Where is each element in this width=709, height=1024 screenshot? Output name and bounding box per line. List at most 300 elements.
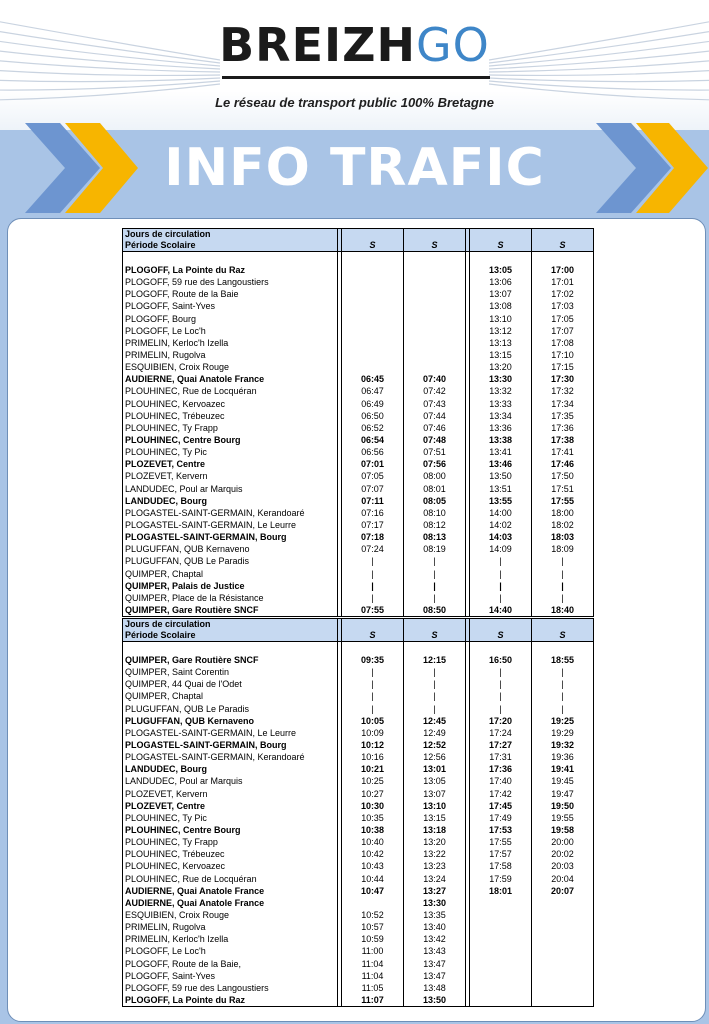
departure-time: | bbox=[470, 666, 532, 678]
departure-time bbox=[532, 958, 594, 970]
stop-name: QUIMPER, 44 Quai de l'Odet bbox=[123, 678, 338, 690]
timetable-return bbox=[122, 618, 594, 1007]
table-row bbox=[123, 483, 594, 495]
departure-time: 13:27 bbox=[404, 885, 466, 897]
departure-time: 17:20 bbox=[470, 715, 532, 727]
departure-time: 13:38 bbox=[470, 434, 532, 446]
departure-time: 07:48 bbox=[404, 434, 466, 446]
departure-time: 17:36 bbox=[532, 422, 594, 434]
table-row bbox=[123, 276, 594, 288]
stop-name: QUIMPER, Chaptal bbox=[123, 568, 338, 580]
header-line-2: Période Scolaire bbox=[125, 630, 196, 640]
departure-time: 06:54 bbox=[342, 434, 404, 446]
stop-name: PLOGASTEL-SAINT-GERMAIN, Bourg bbox=[123, 531, 338, 543]
departure-time: 19:32 bbox=[532, 739, 594, 751]
departure-time: 11:00 bbox=[342, 945, 404, 957]
table-row bbox=[123, 264, 594, 276]
departure-time: 19:41 bbox=[532, 763, 594, 775]
departure-time: 10:52 bbox=[342, 909, 404, 921]
departure-time: 07:07 bbox=[342, 483, 404, 495]
departure-time: 13:10 bbox=[404, 800, 466, 812]
day-col-1: S bbox=[342, 619, 404, 642]
table-row bbox=[123, 945, 594, 957]
departure-time: 20:03 bbox=[532, 860, 594, 872]
departure-time: 13:41 bbox=[470, 446, 532, 458]
departure-time: 13:12 bbox=[470, 325, 532, 337]
table-row bbox=[123, 727, 594, 739]
departure-time: | bbox=[404, 568, 466, 580]
departure-time: | bbox=[404, 592, 466, 604]
stop-name: PLUGUFFAN, QUB Le Paradis bbox=[123, 703, 338, 715]
departure-time: 13:47 bbox=[404, 970, 466, 982]
day-col-1: S bbox=[342, 229, 404, 252]
departure-time: 18:40 bbox=[532, 604, 594, 617]
table-row bbox=[123, 568, 594, 580]
departure-time: 13:30 bbox=[404, 897, 466, 909]
departure-time: 17:55 bbox=[532, 495, 594, 507]
departure-time bbox=[342, 276, 404, 288]
departure-time bbox=[532, 897, 594, 909]
table-row bbox=[123, 824, 594, 836]
stop-name: LANDUDEC, Bourg bbox=[123, 495, 338, 507]
departure-time: 17:07 bbox=[532, 325, 594, 337]
departure-time: 06:47 bbox=[342, 385, 404, 397]
table-row bbox=[123, 933, 594, 945]
departure-time bbox=[342, 300, 404, 312]
departure-time: 13:01 bbox=[404, 763, 466, 775]
table-row bbox=[123, 349, 594, 361]
departure-time: | bbox=[470, 555, 532, 567]
departure-time: 14:03 bbox=[470, 531, 532, 543]
table-row bbox=[123, 812, 594, 824]
day-col-3: S bbox=[470, 619, 532, 642]
departure-time: 06:49 bbox=[342, 398, 404, 410]
table-row bbox=[123, 739, 594, 751]
departure-time: 18:03 bbox=[532, 531, 594, 543]
departure-time bbox=[404, 276, 466, 288]
table-row bbox=[123, 398, 594, 410]
header-label bbox=[123, 229, 338, 252]
departure-time: 18:09 bbox=[532, 543, 594, 555]
departure-time: 17:02 bbox=[532, 288, 594, 300]
departure-time: | bbox=[342, 592, 404, 604]
stop-name: QUIMPER, Place de la Résistance bbox=[123, 592, 338, 604]
departure-time: 17:24 bbox=[470, 727, 532, 739]
departure-time: 10:43 bbox=[342, 860, 404, 872]
table-row bbox=[123, 373, 594, 385]
departure-time: | bbox=[470, 678, 532, 690]
departure-time: 10:35 bbox=[342, 812, 404, 824]
stop-name: PLOGOFF, Le Loc'h bbox=[123, 945, 338, 957]
departure-time: 12:56 bbox=[404, 751, 466, 763]
departure-time bbox=[404, 349, 466, 361]
departure-time: 10:38 bbox=[342, 824, 404, 836]
departure-time: 08:12 bbox=[404, 519, 466, 531]
departure-time: 17:30 bbox=[532, 373, 594, 385]
departure-time: 19:25 bbox=[532, 715, 594, 727]
stop-name: AUDIERNE, Quai Anatole France bbox=[123, 897, 338, 909]
header-line-2: Période Scolaire bbox=[125, 240, 196, 250]
departure-time: 17:50 bbox=[532, 470, 594, 482]
table-row bbox=[123, 921, 594, 933]
table-row bbox=[123, 519, 594, 531]
table-header-row bbox=[123, 619, 594, 642]
departure-time: 13:36 bbox=[470, 422, 532, 434]
table-row bbox=[123, 897, 594, 909]
table-row bbox=[123, 507, 594, 519]
stop-name: PLUGUFFAN, QUB Le Paradis bbox=[123, 555, 338, 567]
departure-time: 17:42 bbox=[470, 788, 532, 800]
departure-time: 13:40 bbox=[404, 921, 466, 933]
departure-time: 13:15 bbox=[470, 349, 532, 361]
departure-time: 17:32 bbox=[532, 385, 594, 397]
table-row bbox=[123, 470, 594, 482]
logo-main: BREIZH bbox=[219, 18, 416, 72]
table-row bbox=[123, 909, 594, 921]
departure-time: 11:04 bbox=[342, 958, 404, 970]
table-row bbox=[123, 361, 594, 373]
departure-time: 12:49 bbox=[404, 727, 466, 739]
departure-time: 18:02 bbox=[532, 519, 594, 531]
departure-time: 13:06 bbox=[470, 276, 532, 288]
stop-name: PLOUHINEC, Ty Pic bbox=[123, 812, 338, 824]
table-row bbox=[123, 434, 594, 446]
table-row bbox=[123, 555, 594, 567]
departure-time bbox=[342, 264, 404, 276]
table-row bbox=[123, 982, 594, 994]
departure-time: 19:47 bbox=[532, 788, 594, 800]
stop-name: ESQUIBIEN, Croix Rouge bbox=[123, 361, 338, 373]
departure-time: 10:25 bbox=[342, 775, 404, 787]
departure-time: 13:43 bbox=[404, 945, 466, 957]
stop-name: PLOGOFF, La Pointe du Raz bbox=[123, 264, 338, 276]
departure-time: 17:45 bbox=[470, 800, 532, 812]
table-row bbox=[123, 800, 594, 812]
departure-time: 07:42 bbox=[404, 385, 466, 397]
departure-time: | bbox=[404, 690, 466, 702]
stop-name: LANDUDEC, Bourg bbox=[123, 763, 338, 775]
departure-time: 17:36 bbox=[470, 763, 532, 775]
departure-time: 14:00 bbox=[470, 507, 532, 519]
departure-time: 13:50 bbox=[404, 994, 466, 1007]
stop-name: PLOUHINEC, Ty Frapp bbox=[123, 422, 338, 434]
departure-time: 13:10 bbox=[470, 313, 532, 325]
departure-time: 07:01 bbox=[342, 458, 404, 470]
stop-name: PLOZEVET, Kervern bbox=[123, 470, 338, 482]
departure-time: 11:04 bbox=[342, 970, 404, 982]
stop-name: PLOUHINEC, Trébeuzec bbox=[123, 848, 338, 860]
stop-name: QUIMPER, Palais de Justice bbox=[123, 580, 338, 592]
departure-time: 12:45 bbox=[404, 715, 466, 727]
timetable-return-body bbox=[123, 619, 594, 1007]
stop-name: LANDUDEC, Poul ar Marquis bbox=[123, 775, 338, 787]
table-header-row bbox=[123, 229, 594, 252]
departure-time: | bbox=[342, 666, 404, 678]
departure-time: 19:55 bbox=[532, 812, 594, 824]
departure-time: 19:36 bbox=[532, 751, 594, 763]
day-col-4: S bbox=[532, 229, 594, 252]
table-row bbox=[123, 495, 594, 507]
table-row bbox=[123, 300, 594, 312]
departure-time: | bbox=[532, 666, 594, 678]
banner-title: INFO TRAFIC bbox=[164, 138, 545, 198]
departure-time: 10:16 bbox=[342, 751, 404, 763]
departure-time bbox=[404, 337, 466, 349]
stop-name: PRIMELIN, Kerloc'h Izella bbox=[123, 337, 338, 349]
departure-time: 17:51 bbox=[532, 483, 594, 495]
table-row bbox=[123, 715, 594, 727]
departure-time: 17:31 bbox=[470, 751, 532, 763]
departure-time: 13:22 bbox=[404, 848, 466, 860]
table-row bbox=[123, 873, 594, 885]
departure-time bbox=[342, 349, 404, 361]
departure-time bbox=[404, 325, 466, 337]
stop-name: PLOGOFF, Saint-Yves bbox=[123, 300, 338, 312]
departure-time: | bbox=[404, 703, 466, 715]
table-row bbox=[123, 531, 594, 543]
departure-time bbox=[404, 288, 466, 300]
logo-underline bbox=[222, 76, 490, 79]
departure-time: 07:11 bbox=[342, 495, 404, 507]
departure-time bbox=[404, 264, 466, 276]
departure-time bbox=[532, 970, 594, 982]
stop-name: PLOUHINEC, Rue de Locquéran bbox=[123, 385, 338, 397]
departure-time bbox=[532, 921, 594, 933]
departure-time: 11:05 bbox=[342, 982, 404, 994]
departure-time: 13:05 bbox=[404, 775, 466, 787]
departure-time bbox=[470, 909, 532, 921]
departure-time: 10:42 bbox=[342, 848, 404, 860]
stop-name: PLOGOFF, Le Loc'h bbox=[123, 325, 338, 337]
departure-time: 13:08 bbox=[470, 300, 532, 312]
table-row bbox=[123, 446, 594, 458]
departure-time: | bbox=[470, 690, 532, 702]
departure-time: 13:18 bbox=[404, 824, 466, 836]
departure-time: 08:05 bbox=[404, 495, 466, 507]
departure-time: 13:55 bbox=[470, 495, 532, 507]
day-col-3: S bbox=[470, 229, 532, 252]
stop-name: PLOZEVET, Centre bbox=[123, 458, 338, 470]
departure-time: 13:20 bbox=[470, 361, 532, 373]
departure-time: 17:58 bbox=[470, 860, 532, 872]
departure-time: 13:34 bbox=[470, 410, 532, 422]
stop-name: PLOGOFF, 59 rue des Langoustiers bbox=[123, 276, 338, 288]
departure-time: 17:35 bbox=[532, 410, 594, 422]
departure-time: | bbox=[470, 703, 532, 715]
departure-time: 17:10 bbox=[532, 349, 594, 361]
departure-time: 11:07 bbox=[342, 994, 404, 1007]
departure-time: 13:24 bbox=[404, 873, 466, 885]
stop-name: PLUGUFFAN, QUB Kernaveno bbox=[123, 543, 338, 555]
departure-time: | bbox=[470, 568, 532, 580]
departure-time: 17:53 bbox=[470, 824, 532, 836]
departure-time: 17:41 bbox=[532, 446, 594, 458]
departure-time bbox=[532, 909, 594, 921]
timetable-outbound-body bbox=[123, 229, 594, 617]
stop-name: PRIMELIN, Rugolva bbox=[123, 349, 338, 361]
departure-time bbox=[342, 288, 404, 300]
departure-time: | bbox=[342, 580, 404, 592]
departure-time bbox=[342, 337, 404, 349]
departure-time: 18:01 bbox=[470, 885, 532, 897]
table-row bbox=[123, 410, 594, 422]
departure-time: 08:00 bbox=[404, 470, 466, 482]
stop-name: PLOZEVET, Centre bbox=[123, 800, 338, 812]
departure-time: 16:50 bbox=[470, 654, 532, 666]
table-row bbox=[123, 690, 594, 702]
stop-name: ESQUIBIEN, Croix Rouge bbox=[123, 909, 338, 921]
departure-time: 17:27 bbox=[470, 739, 532, 751]
departure-time: | bbox=[404, 580, 466, 592]
stop-name: AUDIERNE, Quai Anatole France bbox=[123, 373, 338, 385]
stop-name: PLOGOFF, Bourg bbox=[123, 313, 338, 325]
departure-time bbox=[342, 897, 404, 909]
table-row bbox=[123, 337, 594, 349]
departure-time: 10:57 bbox=[342, 921, 404, 933]
departure-time: 07:55 bbox=[342, 604, 404, 617]
departure-time: 13:42 bbox=[404, 933, 466, 945]
departure-time: | bbox=[532, 678, 594, 690]
stop-name: PLOGASTEL-SAINT-GERMAIN, Kerandoaré bbox=[123, 507, 338, 519]
departure-time: 10:59 bbox=[342, 933, 404, 945]
stop-name: PLOGOFF, 59 rue des Langoustiers bbox=[123, 982, 338, 994]
departure-time: 07:17 bbox=[342, 519, 404, 531]
departure-time: 17:08 bbox=[532, 337, 594, 349]
stop-name: PLOGASTEL-SAINT-GERMAIN, Le Leurre bbox=[123, 519, 338, 531]
table-row bbox=[123, 751, 594, 763]
stop-name: QUIMPER, Saint Corentin bbox=[123, 666, 338, 678]
departure-time: 13:32 bbox=[470, 385, 532, 397]
departure-time bbox=[470, 897, 532, 909]
departure-time: 17:49 bbox=[470, 812, 532, 824]
departure-time: 20:02 bbox=[532, 848, 594, 860]
departure-time: 10:47 bbox=[342, 885, 404, 897]
departure-time bbox=[470, 994, 532, 1007]
departure-time: 07:46 bbox=[404, 422, 466, 434]
departure-time: 17:00 bbox=[532, 264, 594, 276]
departure-time: 17:38 bbox=[532, 434, 594, 446]
table-row bbox=[123, 836, 594, 848]
departure-time: 13:35 bbox=[404, 909, 466, 921]
stop-name: PLOUHINEC, Rue de Locquéran bbox=[123, 873, 338, 885]
departure-time: 17:59 bbox=[470, 873, 532, 885]
departure-time: | bbox=[532, 703, 594, 715]
table-row bbox=[123, 313, 594, 325]
departure-time: | bbox=[342, 703, 404, 715]
table-row bbox=[123, 385, 594, 397]
departure-time: | bbox=[404, 678, 466, 690]
departure-time: | bbox=[470, 592, 532, 604]
departure-time: 13:07 bbox=[404, 788, 466, 800]
departure-time bbox=[470, 970, 532, 982]
stop-name: PLOGOFF, Route de la Baie bbox=[123, 288, 338, 300]
table-row bbox=[123, 885, 594, 897]
stop-name: PRIMELIN, Kerloc'h Izella bbox=[123, 933, 338, 945]
departure-time: 13:33 bbox=[470, 398, 532, 410]
departure-time bbox=[342, 313, 404, 325]
departure-time: 07:24 bbox=[342, 543, 404, 555]
departure-time: | bbox=[342, 690, 404, 702]
departure-time: 17:01 bbox=[532, 276, 594, 288]
departure-time: 10:27 bbox=[342, 788, 404, 800]
departure-time: 12:15 bbox=[404, 654, 466, 666]
table-row bbox=[123, 703, 594, 715]
table-row bbox=[123, 580, 594, 592]
departure-time: 10:05 bbox=[342, 715, 404, 727]
departure-time: 17:55 bbox=[470, 836, 532, 848]
departure-time: 08:50 bbox=[404, 604, 466, 617]
departure-time: | bbox=[342, 568, 404, 580]
stop-name: PLUGUFFAN, QUB Kernaveno bbox=[123, 715, 338, 727]
departure-time: 13:50 bbox=[470, 470, 532, 482]
day-col-4: S bbox=[532, 619, 594, 642]
table-row bbox=[123, 994, 594, 1007]
departure-time: | bbox=[532, 592, 594, 604]
departure-time: 13:48 bbox=[404, 982, 466, 994]
day-col-2: S bbox=[404, 229, 466, 252]
stop-name: AUDIERNE, Quai Anatole France bbox=[123, 885, 338, 897]
stop-name: PLOUHINEC, Ty Frapp bbox=[123, 836, 338, 848]
stop-name: PLOUHINEC, Kervoazec bbox=[123, 398, 338, 410]
departure-time bbox=[342, 361, 404, 373]
stop-name: PLOUHINEC, Kervoazec bbox=[123, 860, 338, 872]
stop-name: PLOGASTEL-SAINT-GERMAIN, Kerandoaré bbox=[123, 751, 338, 763]
departure-time: 14:02 bbox=[470, 519, 532, 531]
departure-time: 13:15 bbox=[404, 812, 466, 824]
departure-time: 13:47 bbox=[404, 958, 466, 970]
stop-name: PLOUHINEC, Ty Pic bbox=[123, 446, 338, 458]
departure-time: | bbox=[470, 580, 532, 592]
departure-time bbox=[470, 945, 532, 957]
departure-time: 13:23 bbox=[404, 860, 466, 872]
stop-name: QUIMPER, Gare Routière SNCF bbox=[123, 604, 338, 617]
departure-time: | bbox=[342, 678, 404, 690]
departure-time: 07:44 bbox=[404, 410, 466, 422]
departure-time: 14:09 bbox=[470, 543, 532, 555]
stop-name: PLOUHINEC, Centre Bourg bbox=[123, 434, 338, 446]
table-row bbox=[123, 592, 594, 604]
departure-time: 18:00 bbox=[532, 507, 594, 519]
departure-time: 13:13 bbox=[470, 337, 532, 349]
departure-time: 19:45 bbox=[532, 775, 594, 787]
departure-time: 13:05 bbox=[470, 264, 532, 276]
departure-time: 14:40 bbox=[470, 604, 532, 617]
table-row bbox=[123, 970, 594, 982]
departure-time: 17:34 bbox=[532, 398, 594, 410]
departure-time: 13:07 bbox=[470, 288, 532, 300]
departure-time: 06:56 bbox=[342, 446, 404, 458]
departure-time: 06:50 bbox=[342, 410, 404, 422]
departure-time: 17:57 bbox=[470, 848, 532, 860]
table-row bbox=[123, 848, 594, 860]
table-row bbox=[123, 666, 594, 678]
stop-name: LANDUDEC, Poul ar Marquis bbox=[123, 483, 338, 495]
departure-time: 19:50 bbox=[532, 800, 594, 812]
departure-time bbox=[470, 933, 532, 945]
departure-time: 18:55 bbox=[532, 654, 594, 666]
stop-name: PLOUHINEC, Centre Bourg bbox=[123, 824, 338, 836]
departure-time: 19:58 bbox=[532, 824, 594, 836]
departure-time bbox=[342, 325, 404, 337]
table-row bbox=[123, 958, 594, 970]
departure-time bbox=[470, 982, 532, 994]
departure-time: 13:46 bbox=[470, 458, 532, 470]
timetable-outbound bbox=[122, 228, 594, 617]
departure-time: | bbox=[532, 568, 594, 580]
departure-time bbox=[532, 933, 594, 945]
departure-time: 08:01 bbox=[404, 483, 466, 495]
logo-accent: GO bbox=[416, 18, 490, 72]
